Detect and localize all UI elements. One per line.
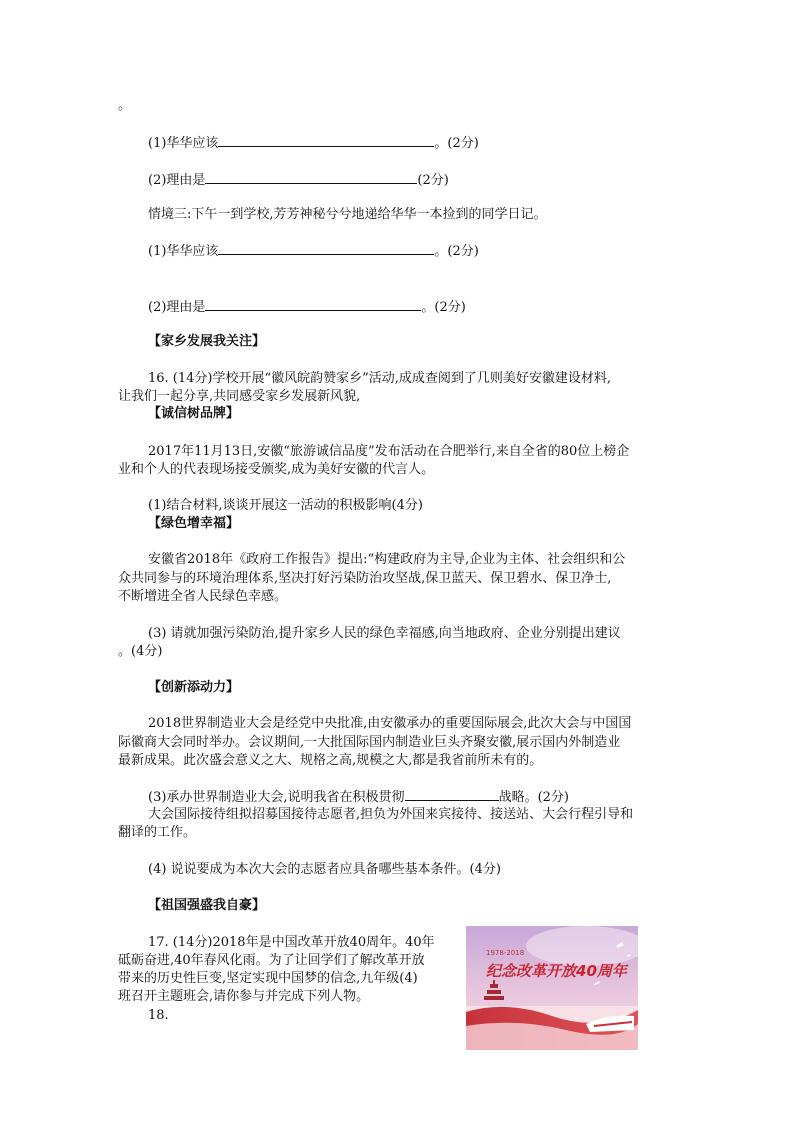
- innovation-line2: 际徽商大会同时举办。会议期间,一大批国际国内制造业巨头齐聚安徽,展示国内外制造业: [118, 735, 621, 750]
- q17-line2: 砥砺奋进,40年春风化雨。为了让回学们了解改革开放: [118, 953, 425, 968]
- innovation-q3-suffix: 战略。(2分): [498, 790, 569, 805]
- green-question-line1: (3) 请就加强污染防治,提升家乡人民的绿色幸福感,向当地政府、企业分别提出建议: [148, 626, 621, 641]
- scenario2-q2: [148, 170, 449, 190]
- answer-blank[interactable]: [205, 170, 417, 184]
- scenario3-q1: [148, 241, 479, 261]
- section-heading-hometown: 【家乡发展我关注】: [148, 334, 266, 349]
- scenario3-q1-prefix: (1)华华应该: [148, 244, 219, 259]
- answer-blank[interactable]: [405, 787, 499, 801]
- answer-blank[interactable]: [218, 241, 434, 255]
- scenario2-q2-prefix: (2)理由是: [148, 173, 206, 188]
- reform-anniversary-poster: [466, 926, 638, 1050]
- q17-line3: 带来的历史性巨变,坚定实现中国梦的信念,九年级(4): [118, 971, 418, 986]
- poster-title: 纪念改革开放40周年: [486, 962, 627, 980]
- q16-line2: 让我们一起分享,共同感受家乡发展新风貌,: [118, 389, 361, 404]
- q17-line1: 17. (14分)2018年是中国改革开放40周年。40年: [148, 935, 435, 950]
- green-line1: 安徽省2018年《政府工作报告》提出:“构建政府为主导,企业为主体、社会组织和公: [148, 552, 626, 567]
- answer-blank[interactable]: [205, 297, 421, 311]
- scenario3-q1-suffix: 。(2分): [434, 244, 479, 259]
- innovation-q3: [148, 787, 569, 807]
- scenario2-q1-prefix: (1)华华应该: [148, 136, 219, 151]
- scenario3-q2-prefix: (2)理由是: [148, 300, 206, 315]
- section-heading-innovation: 【创新添动力】: [148, 680, 240, 695]
- scenario3-intro: 情境三:下午一到学校,芳芳神秘兮兮地递给华华一本捡到的同学日记。: [148, 207, 547, 222]
- innovation-line1: 2018世界制造业大会是经党中央批准,由安徽承办的重要国际展会,此次大会与中国国: [148, 716, 632, 731]
- section-heading-motherland: 【祖国强盛我自豪】: [148, 898, 266, 913]
- green-line2: 众共同参与的环境治理体系,坚决打好污染防治攻坚战,保卫蓝天、保卫碧水、保卫净士,: [118, 571, 612, 586]
- poster-small-text: 1978-2018: [486, 949, 525, 957]
- scenario2-q1-suffix: 。(2分): [434, 136, 479, 151]
- section-heading-integrity: 【诚信树品牌】: [148, 406, 240, 421]
- volunteer-line2: 翻译的工作。: [118, 825, 197, 840]
- q17-line4: 班召开主题班会,请你参与并完成下列人物。: [118, 989, 370, 1004]
- integrity-question: (1)结合材料,谈谈开展这一活动的积极影响(4分): [148, 498, 423, 513]
- integrity-line1: 2017年11月13日,安徽“旅游诚信品度”发布活动在合肥举行,来自全省的80位上榜企: [148, 444, 630, 459]
- integrity-line2: 业和个人的代表现场接受颁奖,成为美好安徽的代言人。: [118, 462, 435, 477]
- volunteer-line1: 大会国际接待组拟招募国接待志愿者,担负为外国来宾接待、接送站、大会行程引导和: [148, 807, 634, 822]
- green-question-line2: 。(4分): [118, 644, 163, 659]
- answer-blank[interactable]: [218, 133, 434, 147]
- innovation-q4: (4) 说说要成为本次大会的志愿者应具备哪些基本条件。(4分): [148, 862, 501, 877]
- scenario3-q2-suffix: 。(2分): [421, 300, 466, 315]
- top-mark: 。: [118, 98, 132, 113]
- innovation-line3: 最新成果。此次盛会意义之大、规格之高,规模之大,都是我省前所未有的。: [118, 753, 543, 768]
- section-heading-green: 【绿色增幸福】: [148, 516, 240, 531]
- innovation-q3-prefix: (3)承办世界制造业大会,说明我省在积极贯彻: [148, 790, 405, 805]
- q18-number: 18.: [148, 1008, 169, 1023]
- scenario2-q1: [148, 133, 479, 153]
- scenario3-q2: [148, 297, 466, 317]
- scenario2-q2-suffix: (2分): [417, 173, 449, 188]
- q16-line1: 16. (14分)学校开展“徽风皖韵赞家乡”活动,成成查阅到了几则美好安徽建设材料,: [148, 371, 612, 386]
- green-line3: 不断增进全省人民绿色幸感。: [118, 589, 288, 604]
